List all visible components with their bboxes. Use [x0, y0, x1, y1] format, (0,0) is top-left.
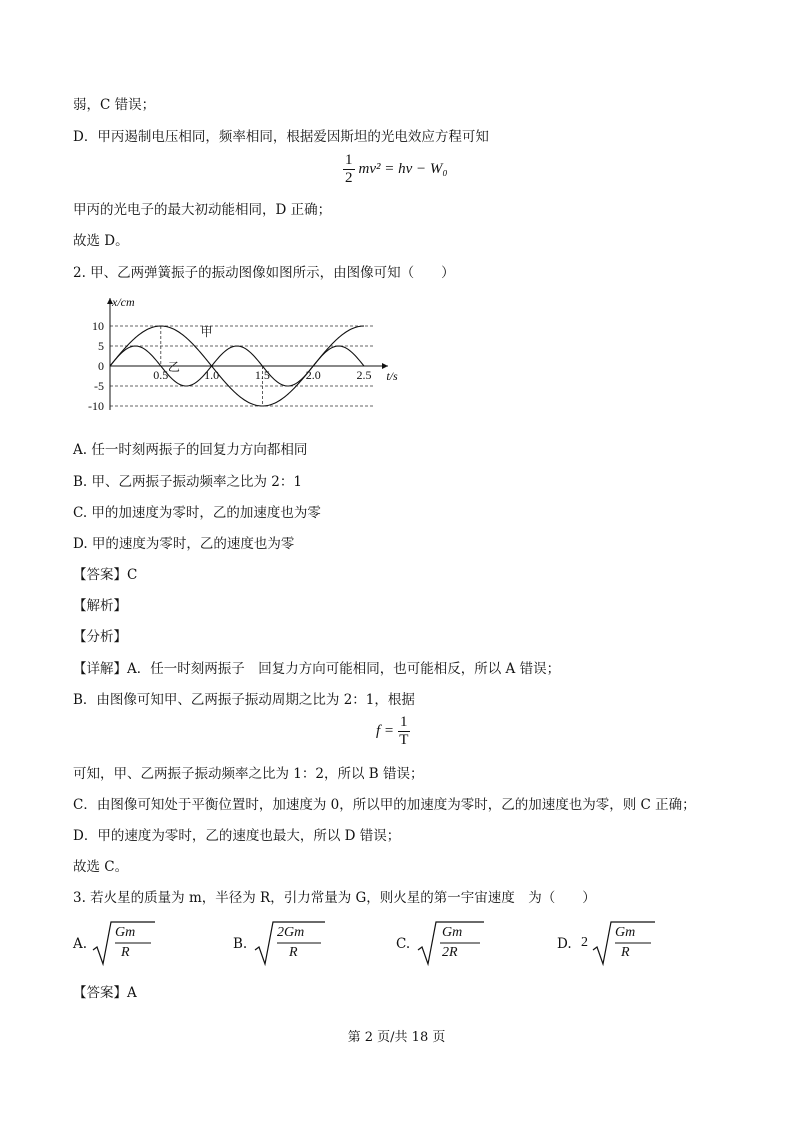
- q3-option-b-num: 2Gm: [277, 925, 305, 940]
- y-tick-label: 10: [92, 319, 104, 333]
- q3-option-c-num: Gm: [442, 925, 463, 940]
- series-label-jia: 甲: [200, 325, 213, 339]
- q3-option-a-label: A.: [73, 936, 88, 952]
- detail-d: D．甲的速度为零时，乙的速度也最大，所以 D 错误；: [73, 828, 401, 844]
- q3-option-d-den: R: [621, 945, 630, 960]
- formula2-lhs: f =: [376, 723, 395, 739]
- option-b: B. 甲、乙两振子振动频率之比为 2：1: [73, 474, 302, 490]
- text-line-3: 甲丙的光电子的最大初动能相同，D 正确；: [73, 202, 332, 218]
- formula1-num: 1: [345, 152, 353, 168]
- x-tick-label: 2.0: [305, 368, 321, 382]
- question-3: 3. 若火星的质量为 m，半径为 R，引力常量为 G，则火星的第一宇宙速度 为（ ）: [73, 890, 596, 906]
- q3-option-b-den: R: [289, 945, 298, 960]
- text-line-4: 故选 D。: [73, 233, 129, 249]
- q3-option-b-label: B.: [233, 936, 248, 952]
- detail-c: C．由图像可知处于平衡位置时，加速度为 0，所以甲的加速度为零时，乙的加速度也为零，则 C 正确；: [73, 797, 696, 813]
- x-tick-label: 1.5: [254, 368, 270, 382]
- series-label-yi: 乙: [167, 360, 180, 375]
- analysis-label: 【解析】: [73, 598, 127, 614]
- y-axis-label: x/cm: [112, 295, 135, 309]
- vibration-chart: [72, 292, 412, 422]
- page-footer: 第 2 页/共 18 页: [347, 1030, 446, 1045]
- text-line-1: 弱，C 错误；: [73, 97, 156, 113]
- y-tick-label: 5: [98, 339, 104, 353]
- x-tick-label: 1.0: [204, 368, 220, 382]
- x-tick-label: 0.5: [153, 368, 169, 382]
- formula2-num: 1: [400, 714, 408, 730]
- q3-option-c-label: C.: [396, 936, 411, 952]
- answer-3-label: 【答案】A: [73, 985, 137, 1001]
- formula2-den: T: [399, 732, 409, 748]
- detail-a: 【详解】A．任一时刻两振子 回复力方向可能相同，也可能相反，所以 A 错误；: [73, 661, 561, 677]
- q3-option-d-label: D.: [557, 936, 572, 952]
- formula-frequency: [376, 714, 414, 749]
- x-tick-label: 2.5: [356, 368, 372, 382]
- choose-c: 故选 C。: [73, 859, 129, 875]
- detail-b: B．由图像可知甲、乙两振子振动周期之比为 2：1，根据: [73, 692, 415, 708]
- y-tick-label: 0: [98, 359, 104, 373]
- formula1-rest: mv² = hν − W₀: [358, 160, 448, 177]
- answer-label: 【答案】C: [73, 567, 138, 583]
- formula1-den: 2: [345, 170, 353, 186]
- question-2: 2. 甲、乙两弹簧振子的振动图像如图所示，由图像可知（ ）: [73, 265, 455, 281]
- detail-b2: 可知，甲、乙两振子振动频率之比为 1：2，所以 B 错误；: [73, 766, 424, 782]
- chart-axes: [107, 298, 388, 410]
- text-line-2: D．甲丙遏制电压相同，频率相同，根据爱因斯坦的光电效应方程可知: [73, 129, 489, 145]
- y-tick-label: -5: [94, 379, 104, 393]
- option-d: D. 甲的速度为零时，乙的速度也为零: [73, 536, 295, 552]
- q3-option-d-coef: 2: [581, 935, 588, 950]
- chart-labels: [88, 295, 398, 413]
- option-c: C. 甲的加速度为零时，乙的加速度也为零: [73, 505, 321, 521]
- q3-option-a-num: Gm: [115, 925, 136, 940]
- q3-option-c-den: 2R: [442, 945, 458, 960]
- q3-option-d-num: Gm: [615, 925, 636, 940]
- y-tick-label: -10: [88, 399, 104, 413]
- q3-option-a-den: R: [121, 945, 130, 960]
- fenxi-label: 【分析】: [73, 629, 127, 645]
- option-a: A. 任一时刻两振子的回复力方向都相同: [73, 442, 308, 458]
- formula-photoelectric: [343, 152, 448, 187]
- x-axis-label: t/s: [386, 369, 398, 383]
